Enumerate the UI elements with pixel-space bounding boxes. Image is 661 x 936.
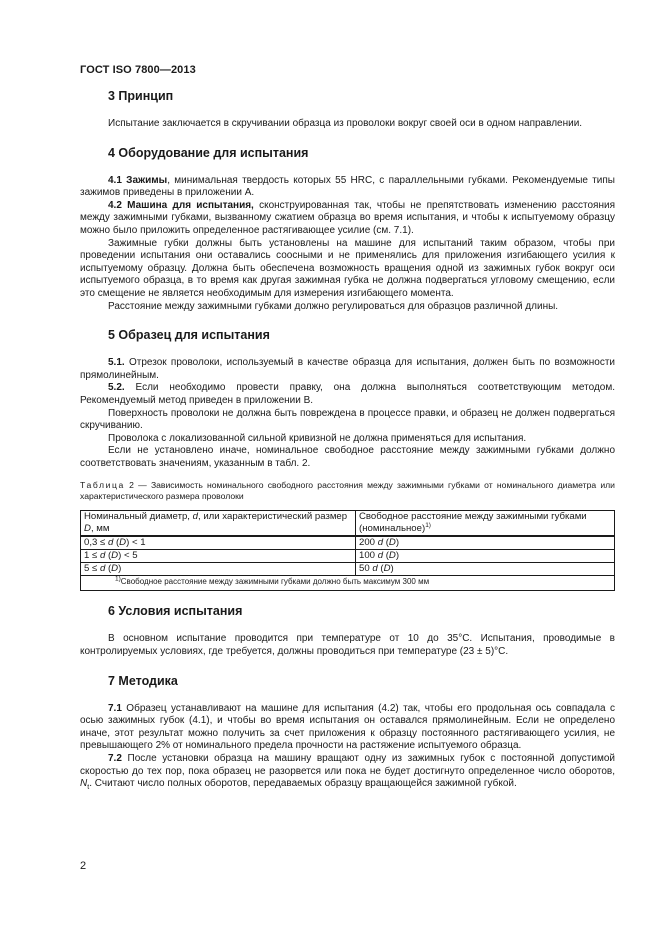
table-footnote [81, 576, 615, 591]
header-var-D: D [84, 523, 91, 535]
cell-text: 1 ≤ [84, 550, 100, 562]
clause-4-1 [80, 175, 615, 200]
variable-N: N [80, 778, 88, 790]
header-text: , мм [90, 523, 110, 535]
cell-var: d [372, 563, 378, 575]
footnote-text: Свободное расстояние между зажимными губками должно быть максимум 300 мм [120, 577, 430, 587]
table-cell-distance [356, 536, 615, 550]
document-header: ГОСТ ISO 7800—2013 [80, 64, 196, 76]
clause-5-2-text: Если необходимо провести правку, она должна выполняться соответствующим методом. Рекомендуемый метод приведен в приложении В. [80, 382, 615, 406]
clause-7-2-text: После установки образца на машину вращают одну из зажимных губок с постоянной допустимой скоростью до тех пор, пока образец не разорвется или пока не будет достигнуто определенное число оборотов, [80, 753, 615, 777]
cell-var: d [377, 550, 384, 562]
table-2-caption [80, 480, 615, 502]
section-3-paragraph: Испытание заключается в скручивании образца из проволоки вокруг своей оси в одном направлении. [108, 118, 583, 129]
clause-5-2 [80, 382, 615, 407]
cell-text: 0,3 ≤ [84, 537, 108, 549]
section-5-paragraph-5: Если не установлено иначе, номинальное свободное расстояние между зажимными губками должно соответствовать значениям, указанным в табл. 2. [80, 445, 615, 469]
cell-var: D [111, 563, 119, 575]
cell-var: D [119, 537, 127, 549]
clause-4-1-title: 4.1 Зажимы [108, 174, 168, 186]
clause-5-2-title: 5.2. [108, 382, 125, 394]
table-header-distance [356, 511, 615, 537]
table-cell-range [81, 550, 356, 563]
cell-text: ( [105, 550, 112, 562]
section-5-paragraph-4: Проволока с локализованной сильной кривизной не должна применяться для испытания. [108, 432, 527, 444]
cell-var: d [99, 563, 106, 575]
section-5-heading: 5 Образец для испытания [108, 328, 270, 343]
clause-5-1 [80, 357, 615, 382]
clause-5-1-title: 5.1. [108, 357, 125, 369]
clause-4-1-text: , минимальная твердость которых 55 HRC, с параллельными губками. Рекомендуемые типы зажимов приведены в приложении А. [80, 174, 615, 199]
footnote-marker: 1) [115, 575, 121, 583]
clause-7-2-title: 7.2 [108, 753, 122, 765]
cell-var: d [107, 537, 114, 549]
table-header-diameter [81, 511, 356, 537]
header-text: , или характеристический размер [197, 511, 348, 523]
table-cell-range [81, 536, 356, 550]
cell-var: d [377, 537, 384, 549]
cell-text: ) < 5 [118, 550, 138, 562]
cell-text: ) [118, 563, 122, 575]
clause-4-2-text: сконструированная так, чтобы не препятствовать изменению расстояния между зажимными губками, вызванному сжатием образца во время испытания, и чтобы к испытуемому образцу можно было приложить определенное растягивающее усилие (см. 7.1). [80, 199, 615, 236]
clause-7-1-text: Образец устанавливают на машине для испытания (4.2) так, чтобы его продольная ось совпадала с осью зажимных губок (4.1), и чтобы во время испытания он оставался прямолинейным. Если не определено иначе, этот результат можно получить за счет приложения к образцу постоянного растягивающего усилия, не превышающего 2% от номинального предела прочности на растяжение испытуемого образца. [80, 702, 615, 752]
section-4-paragraph-4: Расстояние между зажимными губками должно регулироваться для образцов различной длины. [108, 300, 559, 312]
cell-text: ( [105, 563, 112, 575]
clause-4-2-title: 4.2 Машина для испытания, [108, 199, 254, 211]
table-2-caption-label: Таблица [80, 480, 125, 491]
header-text: Номинальный диаметр, [84, 511, 193, 523]
document-body [80, 84, 615, 795]
cell-text: ( [383, 550, 389, 562]
table-2-caption-text: 2 — Зависимость номинального свободного расстояния между зажимными губками от номинального диаметра или характеристического размера проволоки [80, 480, 615, 502]
table-row [81, 563, 615, 576]
clause-7-1 [80, 703, 615, 753]
section-3-heading: 3 Принцип [108, 89, 174, 103]
clause-4-2 [80, 200, 615, 238]
clause-7-1-title: 7.1 [108, 702, 122, 714]
table-header-row [81, 511, 615, 537]
section-4-heading: 4 Оборудование для испытания [108, 145, 309, 160]
cell-text: ) [395, 537, 400, 549]
cell-text: ( [383, 537, 389, 549]
cell-text: ) [390, 563, 394, 575]
variable-subscript: t [87, 784, 90, 792]
table-footnote-row [81, 576, 615, 591]
clause-7-2-text-end: . Считают число полных оборотов, передаваемых образцу вращающейся зажимной губкой. [89, 778, 517, 790]
table-row [81, 536, 615, 550]
table-cell-distance [356, 563, 615, 576]
cell-text: 100 [359, 550, 378, 562]
section-5-paragraph-3: Поверхность проволоки не должна быть повреждена в процессе правки, и образец не должен подвергаться скручиванию. [80, 407, 615, 432]
cell-text: 200 [359, 537, 378, 549]
section-6-paragraph: В основном испытание проводится при температуре от 10 до 35°С. Испытания, проводимые в контролируемых условиях, где требуется, должны проводиться при температуре (23 ± 5)°С. [80, 633, 615, 658]
footnote-marker: 1) [425, 522, 431, 530]
cell-var: D [388, 537, 396, 549]
cell-text: 5 ≤ [84, 563, 100, 575]
cell-var: d [99, 550, 106, 562]
section-4-paragraph-3: Зажимные губки должны быть установлены на машине для испытаний таким образом, чтобы при проведении испытания они оставались соосными и не применялись для приложения изгибающего усилия к испытуемому образцу. Должна быть обеспечена возможность вращения одной из зажимных губок вокруг оси испытуемого образца, в то время как другая зажимная губка не должна подвергаться угловому смещению, если это смещение не является необходимым для измерения изгибающего момента. [80, 237, 615, 299]
cell-var: D [388, 550, 396, 562]
clause-5-1-text: Отрезок проволоки, используемый в качестве образца для испытания, должен быть по возможности прямолинейным. [80, 357, 615, 381]
table-cell-distance [356, 550, 615, 563]
cell-text: ( [113, 537, 120, 549]
table-cell-range [81, 563, 356, 576]
cell-text: ) [395, 550, 400, 562]
cell-var: D [383, 563, 391, 575]
cell-text: 50 [359, 563, 373, 575]
header-var-d: d [192, 511, 198, 523]
clause-7-2 [80, 753, 615, 795]
cell-text: ) < 1 [126, 537, 146, 549]
table-row [81, 550, 615, 563]
cell-var: D [111, 550, 119, 562]
section-6-heading: 6 Условия испытания [108, 604, 243, 619]
header-text: Свободное расстояние между зажимными губками (номинальное) [359, 511, 587, 535]
page-number: 2 [80, 860, 87, 872]
cell-text: ( [377, 563, 384, 575]
table-2 [80, 510, 615, 591]
section-7-heading: 7 Методика [108, 673, 178, 688]
